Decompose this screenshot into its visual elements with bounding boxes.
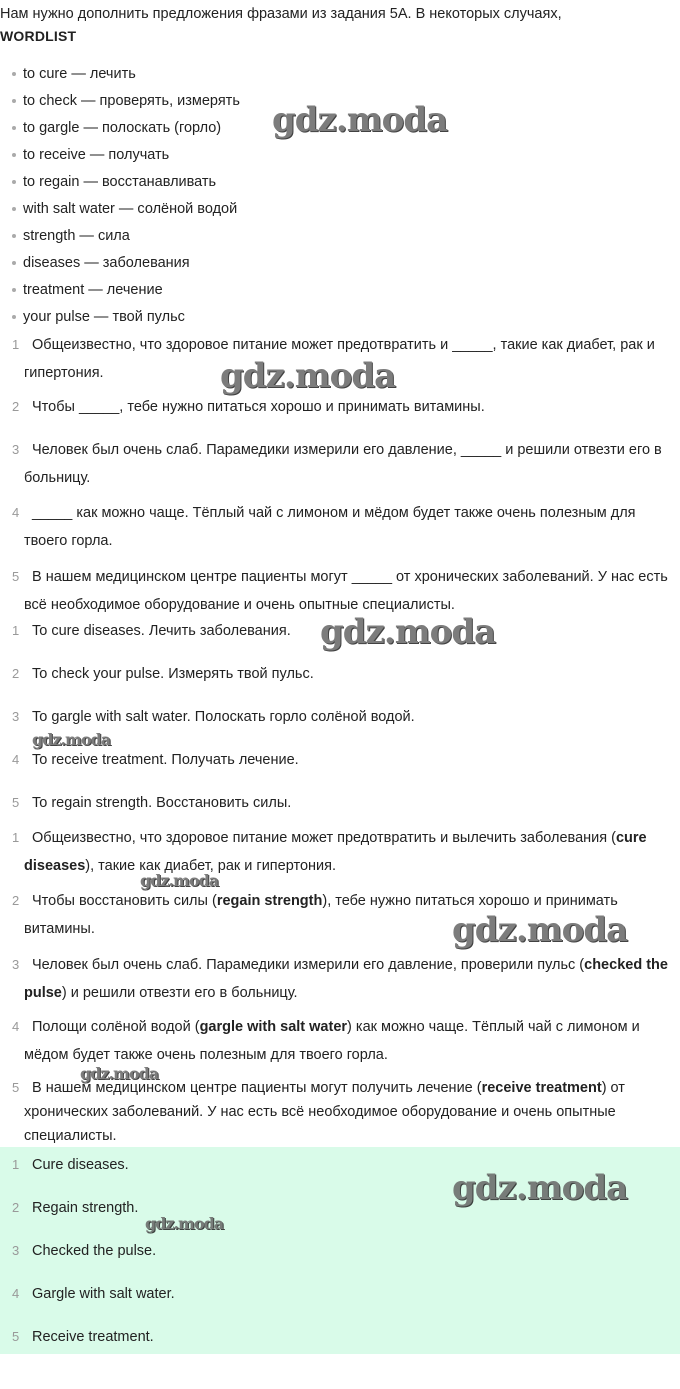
item-text: To regain strength. Восстановить силы.: [32, 795, 292, 811]
item-text: To cure diseases. Лечить заболевания.: [32, 623, 291, 639]
item-number: 2: [12, 893, 20, 908]
item-number: 1: [12, 623, 20, 638]
wordlist-text: to cure — лечить: [23, 66, 136, 82]
item-number: 5: [12, 569, 20, 584]
item-text: Checked the pulse.: [32, 1243, 157, 1259]
wordlist-item: [12, 172, 216, 192]
text-part: Общеизвестно, что здоровое питание может предотвратить и вылечить заболевания (: [32, 830, 616, 846]
answer-phrase: regain strength: [216, 893, 323, 909]
item-number: 3: [12, 957, 20, 972]
watermark: gdz.moda: [220, 356, 396, 396]
item-text: [0, 951, 680, 1007]
item-text: Общеизвестно, что здоровое питание может предотвратить и _____, такие как диабет, рак и гипертония.: [24, 337, 655, 381]
item-text: To check your pulse. Измерять твой пульс.: [32, 666, 314, 682]
wordlist-item: [12, 145, 169, 165]
text-part: ) и решили отвезти его в больницу.: [61, 985, 298, 1001]
answer-item: [0, 1323, 680, 1351]
item-number: 2: [12, 666, 20, 681]
item-number: 5: [12, 795, 20, 810]
bullet-icon: [12, 72, 16, 76]
wordlist-item: [12, 199, 237, 219]
item-text: [0, 1013, 680, 1069]
bullet-icon: [12, 99, 16, 103]
wordlist-text: to regain — восстанавливать: [23, 174, 217, 190]
answer-phrase: gargle with salt water: [199, 1019, 348, 1035]
item-number: 3: [12, 709, 20, 724]
bullet-icon: [12, 126, 16, 130]
wordlist-text: diseases — заболевания: [23, 255, 190, 271]
phrase-item: [0, 789, 680, 817]
wordlist-item: [12, 253, 190, 273]
phrase-item: [0, 660, 680, 688]
bullet-icon: [12, 288, 16, 292]
phrase-item: [0, 746, 680, 774]
item-text: Чтобы _____, тебе нужно питаться хорошо и принимать витамины.: [32, 399, 485, 415]
text-part: Полощи солёной водой (: [32, 1019, 200, 1035]
task-item: [0, 436, 680, 492]
bullet-icon: [12, 261, 16, 265]
item-number: 4: [12, 1019, 20, 1034]
text-part: Человек был очень слаб. Парамедики измерили его давление, проверили пульс (: [32, 957, 585, 973]
watermark: gdz.moda: [452, 1168, 628, 1208]
wordlist-text: treatment — лечение: [23, 282, 163, 298]
wordlist-item: [12, 91, 240, 111]
item-text: Regain strength.: [32, 1200, 139, 1216]
wordlist-item: [12, 118, 221, 138]
translation-item: [0, 1013, 680, 1069]
item-text: _____ как можно чаще. Тёплый чай с лимоном и мёдом будет также очень полезным для твоего горла.: [24, 505, 636, 549]
item-text: Gargle with salt water.: [32, 1286, 175, 1302]
text-part: В нашем медицинском центре пациенты могут получить лечение (: [32, 1080, 482, 1096]
item-text: To gargle with salt water. Полоскать горло солёной водой.: [32, 709, 415, 725]
task-item: [0, 563, 680, 619]
item-text: В нашем медицинском центре пациенты могут _____ от хронических заболеваний. У нас есть всё необходимое оборудование и очень опытные специалисты.: [24, 569, 668, 613]
item-number: 1: [12, 830, 20, 845]
translation-item: [0, 951, 680, 1007]
wordlist-text: strength — сила: [23, 228, 130, 244]
item-text: To receive treatment. Получать лечение.: [32, 752, 299, 768]
text-part: ) от хронических заболеваний. У нас есть всё необходимое оборудование и очень опытные специалисты.: [24, 1080, 625, 1144]
translation-item: [0, 824, 680, 880]
item-number: 2: [12, 399, 20, 414]
answer-phrase: checked the pulse: [24, 957, 668, 1001]
item-text: [0, 1076, 680, 1148]
item-number: 1: [12, 1157, 20, 1172]
watermark: gdz.moda: [140, 871, 219, 890]
watermark: gdz.moda: [80, 1064, 159, 1083]
wordlist-text: to gargle — полоскать (горло): [23, 120, 222, 136]
phrase-item: [0, 703, 680, 731]
translation-item: [0, 1076, 680, 1148]
item-number: 2: [12, 1200, 20, 1215]
item-number: 5: [12, 1329, 20, 1344]
item-number: 4: [12, 752, 20, 767]
text-part: ), тебе нужно питаться хорошо и принимать витамины.: [24, 893, 618, 937]
answer-item: [0, 1280, 680, 1308]
bullet-icon: [12, 180, 16, 184]
intro-text: Нам нужно дополнить предложения фразами из задания 5А. В некоторых случаях,: [0, 6, 562, 22]
watermark: gdz.moda: [320, 612, 496, 652]
wordlist-text: with salt water — солёной водой: [23, 201, 238, 217]
wordlist-text: to receive — получать: [23, 147, 170, 163]
text-part: ) как можно чаще. Тёплый чай с лимоном и мёдом будет также очень полезным для твоего горла.: [24, 1019, 640, 1063]
wordlist-item: [12, 280, 163, 300]
wordlist-text: to check — проверять, измерять: [23, 93, 240, 109]
watermark: gdz.moda: [32, 730, 111, 749]
item-number: 3: [12, 442, 20, 457]
text-part: Чтобы восстановить силы (: [32, 893, 217, 909]
item-text: Receive treatment.: [32, 1329, 154, 1345]
item-number: 4: [12, 505, 20, 520]
wordlist-text: your pulse — твой пульс: [23, 309, 185, 325]
answer-phrase: receive treatment: [481, 1080, 602, 1096]
item-number: 4: [12, 1286, 20, 1301]
watermark: gdz.moda: [145, 1214, 224, 1233]
item-number: 5: [12, 1080, 20, 1095]
item-text: Человек был очень слаб. Парамедики измерили его давление, _____ и решили отвезти его в больницу.: [24, 442, 662, 486]
wordlist-heading: WORDLIST: [0, 28, 77, 44]
bullet-icon: [12, 315, 16, 319]
bullet-icon: [12, 207, 16, 211]
item-number: 1: [12, 337, 20, 352]
item-text: [0, 824, 680, 880]
wordlist-item: [12, 226, 130, 246]
text-part: ), такие как диабет, рак и гипертония.: [85, 858, 336, 874]
task-item: [0, 499, 680, 555]
wordlist-item: [12, 64, 136, 84]
task-item: [0, 393, 680, 421]
bullet-icon: [12, 234, 16, 238]
item-number: 3: [12, 1243, 20, 1258]
watermark: gdz.moda: [272, 100, 448, 140]
watermark: gdz.moda: [452, 910, 628, 950]
bullet-icon: [12, 153, 16, 157]
answer-phrase: cure diseases: [24, 830, 647, 874]
item-text: Cure diseases.: [32, 1157, 129, 1173]
wordlist-item: [12, 307, 185, 327]
answer-item: [0, 1237, 680, 1265]
